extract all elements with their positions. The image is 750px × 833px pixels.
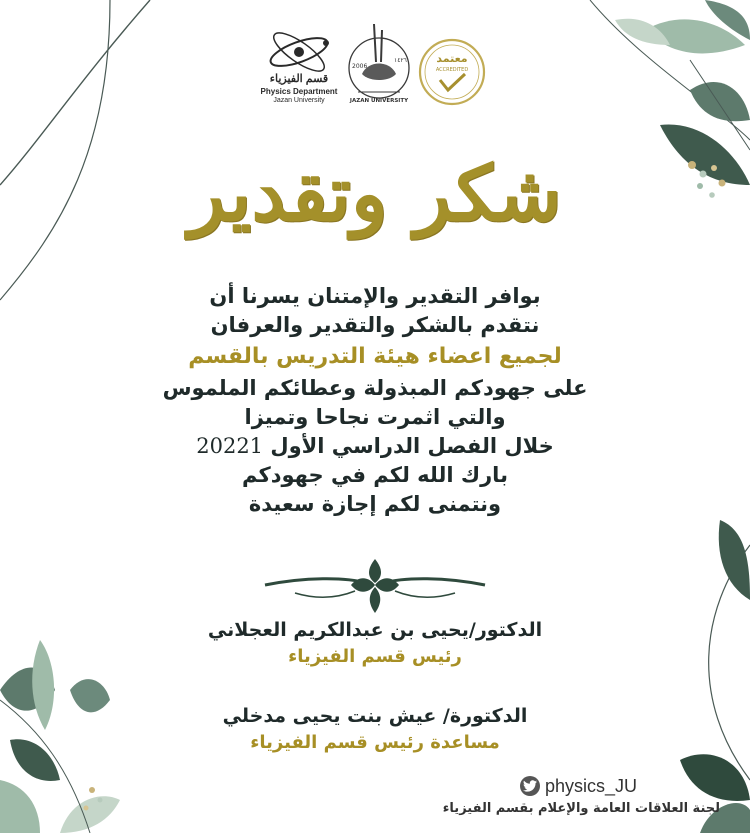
message-body: [100, 282, 650, 519]
jazan-name: JAZAN UNIVERSITY: [349, 98, 409, 104]
signature-assistant: [150, 702, 600, 756]
jazan-university-seal-icon: [344, 22, 414, 108]
message-line-8: ونتمنى لكم إجازة سعيدة: [248, 492, 502, 516]
jazan-year: 2006: [352, 63, 368, 70]
twitter-handle[interactable]: [520, 775, 637, 797]
physics-department-logo: [260, 30, 338, 108]
message-line-6: [100, 432, 650, 461]
twitter-icon: [520, 776, 540, 796]
signature-head: [150, 616, 600, 670]
physics-caption-en: Physics Department: [260, 87, 338, 96]
semester-year: 20221: [196, 434, 264, 458]
physics-caption-university: Jazan University: [273, 97, 325, 104]
message-line-5: والتي اثمرت نجاحا وتميزا: [244, 405, 506, 429]
signature-head-role: رئيس قسم الفيزياء: [288, 646, 462, 667]
message-line-2: نتقدم بالشكر والتقدير والعرفان: [210, 313, 540, 337]
page-title: شكر وتقدير: [188, 149, 562, 238]
jazan-hijri: ١٤٢٦: [394, 57, 407, 64]
signature-assistant-role: مساعدة رئيس قسم الفيزياء: [250, 732, 500, 753]
signature-head-name: الدكتور/يحيى بن عبدالكريم العجلاني: [207, 619, 543, 641]
twitter-handle-text: physics_JU: [545, 775, 638, 796]
message-line-3: لجميع اعضاء هيئة التدريس بالقسم: [188, 344, 562, 369]
atom-logo-icon: [260, 30, 338, 78]
committee-footer: لجنة العلاقات العامة والإعلام بقسم الفيزياء: [442, 801, 720, 816]
message-line-7: بارك الله لكم في جهودكم: [242, 463, 508, 487]
message-line-4: على جهودكم المبذولة وعطائكم الملموس: [162, 376, 588, 400]
message-line-1: بوافر التقدير والإمتنان يسرنا أن: [209, 284, 541, 308]
accredited-label-en: ACCREDITED: [435, 67, 469, 73]
signature-assistant-name: الدكتورة/ عيش بنت يحيى مدخلي: [222, 705, 528, 727]
physics-caption-ar: قسم الفيزياء: [269, 73, 329, 85]
semester-text: خلال الفصل الدراسي الأول: [270, 434, 554, 458]
jazan-university-logo: [344, 22, 414, 108]
accredited-label-ar: معتمد: [436, 52, 468, 65]
logos-row: [260, 22, 490, 112]
accredited-badge-icon: [418, 38, 486, 106]
accredited-logo: [418, 38, 486, 106]
ornament-divider: [255, 555, 495, 615]
